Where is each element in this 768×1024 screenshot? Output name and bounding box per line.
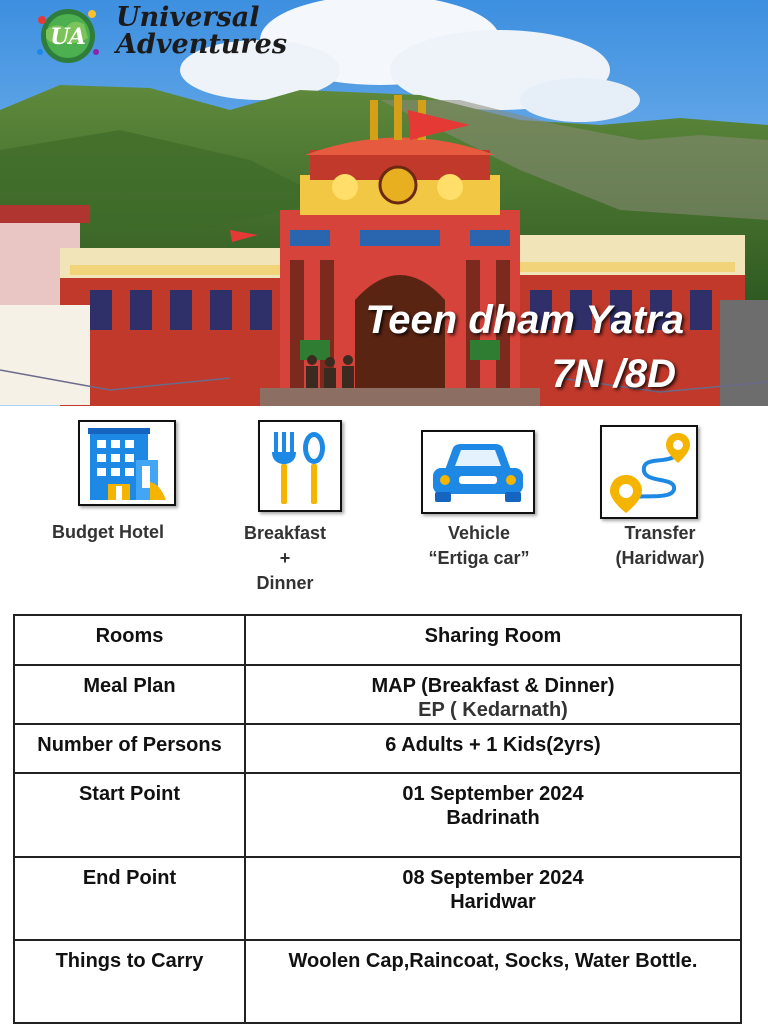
package-details-table — [13, 614, 742, 1024]
table-value-line: Sharing Room — [424, 625, 562, 647]
table-label-cell: Meal Plan — [14, 665, 245, 724]
feature-vehicle — [420, 430, 538, 570]
table-label-cell: Start Point — [14, 773, 245, 857]
feature-label-line1: Transfer — [624, 523, 696, 543]
brand-logo — [32, 2, 288, 68]
feature-label-line2: “Ertiga car” — [428, 548, 530, 568]
feature-label-line2: (Haridwar) — [615, 548, 705, 568]
table-row — [14, 773, 741, 857]
globe-logo-icon — [32, 2, 104, 66]
feature-icon-box — [78, 420, 176, 506]
table-value-cell — [245, 615, 741, 665]
table-value-line: 01 September 2024 — [402, 783, 584, 805]
feature-label-line3: Dinner — [256, 573, 314, 593]
car-icon — [423, 432, 533, 512]
table-label-cell: Things to Carry — [14, 940, 245, 1023]
table-label-cell: End Point — [14, 857, 245, 940]
fork-spoon-icon — [260, 422, 340, 510]
feature-label-line1: Breakfast — [243, 523, 327, 543]
table-value-line: 6 Adults + 1 Kids(2yrs) — [385, 734, 601, 756]
feature-meals — [220, 418, 350, 598]
package-title: Teen dham Yatra — [365, 298, 684, 342]
table-value-cell — [245, 940, 741, 1023]
route-pin-icon — [602, 427, 696, 517]
brand-name — [116, 4, 287, 58]
table-value-cell — [245, 857, 741, 940]
feature-icon-box — [421, 430, 535, 514]
feature-icon-box — [600, 425, 698, 519]
feature-label-line2: + — [279, 548, 291, 568]
table-row — [14, 665, 741, 724]
table-value-cell — [245, 724, 741, 773]
package-duration: 7N /8D — [551, 352, 676, 396]
logo-monogram: UA — [50, 24, 86, 50]
table-label-cell: Rooms — [14, 615, 245, 665]
table-value-line: 08 September 2024 — [402, 867, 584, 889]
feature-transfer — [590, 425, 730, 575]
table-label-cell: Number of Persons — [14, 724, 245, 773]
brand-name-line2: Adventures — [116, 29, 288, 60]
table-value-line: Woolen Cap,Raincoat, Socks, Water Bottle. — [288, 950, 698, 972]
table-row — [14, 615, 741, 665]
table-row — [14, 857, 741, 940]
table-value-cell — [245, 665, 741, 724]
hotel-building-icon — [80, 422, 174, 504]
table-value-cell — [245, 773, 741, 857]
brand-name-line1: Universal — [116, 2, 260, 33]
feature-label-line1: Vehicle — [447, 523, 511, 543]
table-value-line: EP ( Kedarnath) — [418, 699, 568, 721]
table-value-line: Badrinath — [446, 807, 540, 829]
feature-budget-hotel — [38, 418, 178, 542]
table-value-line: MAP (Breakfast & Dinner) — [371, 675, 615, 697]
hero-banner — [0, 0, 768, 406]
feature-icon-box — [258, 420, 342, 512]
table-value-line: Haridwar — [450, 891, 536, 913]
table-row — [14, 940, 741, 1023]
feature-label: Budget Hotel — [52, 522, 164, 542]
table-row — [14, 724, 741, 773]
